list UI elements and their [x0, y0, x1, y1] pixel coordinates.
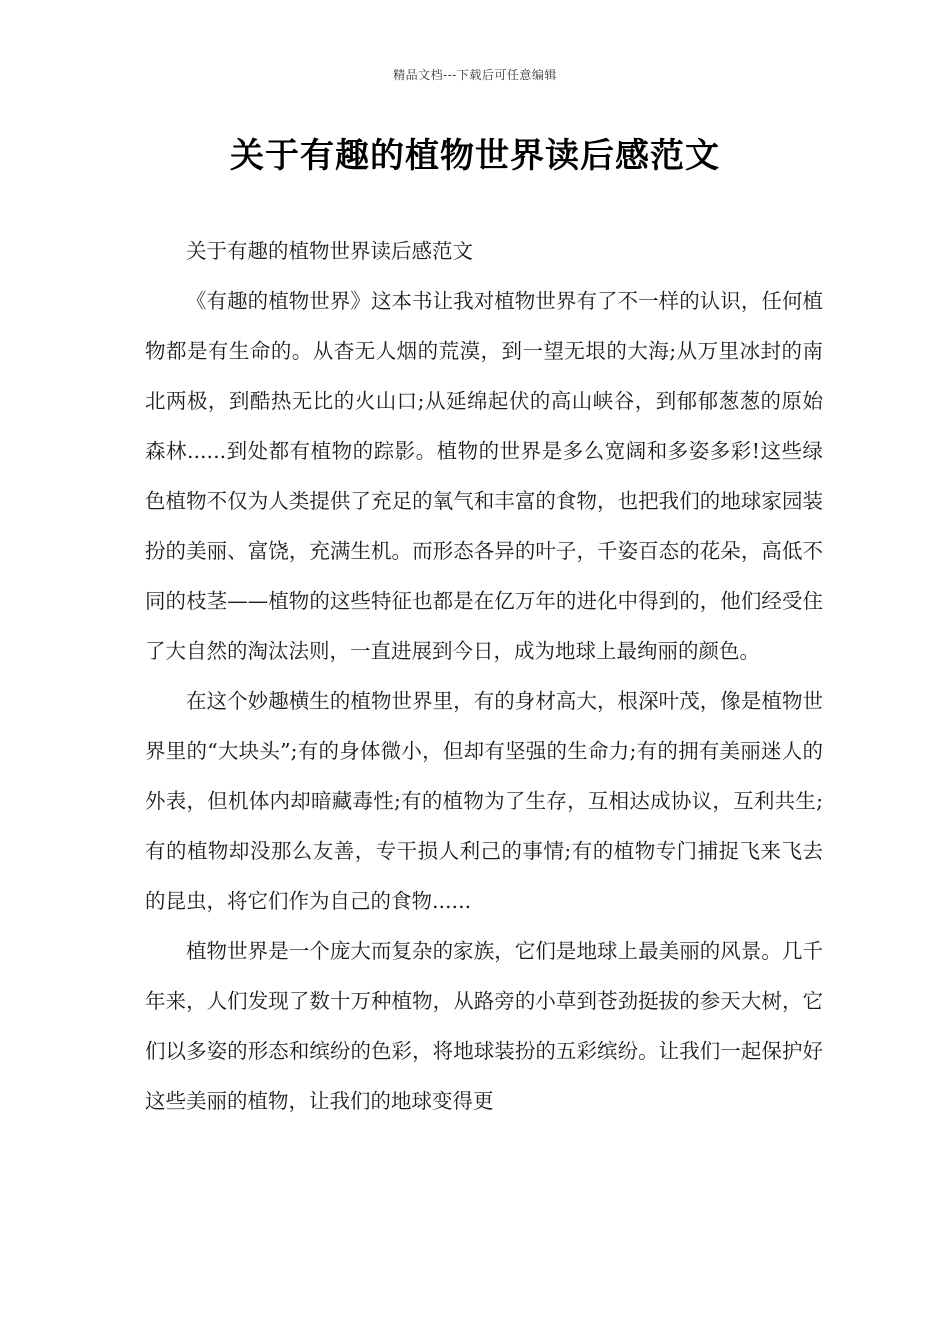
header-note: 精品文档---下载后可任意编辑: [393, 68, 557, 82]
body-paragraph: 《有趣的植物世界》这本书让我对植物世界有了不一样的认识，任何植物都是有生命的。从杳无人烟的荒漠，到一望无垠的大海;从万里冰封的南北两极，到酷热无比的火山口;从延绵起伏的高山峡谷，到郁郁葱葱的原始森林......到处都有植物的踪影。植物的世界是多么宽阔和多姿多彩!这些绿色植物不仅为人类提供了充足的氧气和丰富的食物，也把我们的地球家园装扮的美丽、富饶，充满生机。而形态各异的叶子，千姿百态的花朵，高低不同的枝茎——植物的这些特征也都是在亿万年的进化中得到的，他们经受住了大自然的淘汰法则，一直进展到今日，成为地球上最绚丽的颜色。: [145, 289, 823, 663]
body-paragraph: 植物世界是一个庞大而复杂的家族，它们是地球上最美丽的风景。几千年来，人们发现了数十万种植物，从路旁的小草到苍劲挺拔的参天大树，它们以多姿的形态和缤纷的色彩，将地球装扮的五彩缤纷。让我们一起保护好这些美丽的植物，让我们的地球变得更: [145, 939, 823, 1113]
document-title: 关于有趣的植物世界读后感范文: [230, 136, 720, 176]
body-paragraph: 在这个妙趣横生的植物世界里，有的身材高大，根深叶茂，像是植物世界里的“大块头”;有的身体微小，但却有坚强的生命力;有的拥有美丽迷人的外表，但机体内却暗藏毒性;有的植物为了生存，互相达成协议，互利共生;有的植物却没那么友善，专干损人利己的事情;有的植物专门捕捉飞来飞去的昆虫，将它们作为自己的食物......: [145, 689, 823, 913]
document-body: [145, 226, 823, 1126]
body-paragraph-subtitle: 关于有趣的植物世界读后感范文: [186, 239, 473, 263]
